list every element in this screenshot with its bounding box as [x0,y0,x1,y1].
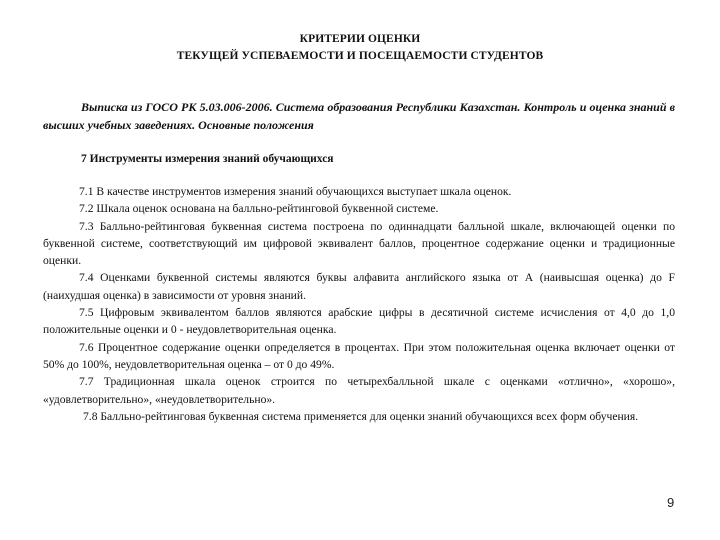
paragraph-7-4: 7.4 Оценками буквенной системы являются буквы алфавита английского языка от А (наивысшая оценка) до F (наихудшая оценка) в зависимости от уровня знаний. [43,271,675,302]
body-text [43,183,675,425]
source-excerpt: Выписка из ГОСО РК 5.03.006-2006. Система образования Республики Казахстан. Контроль и оценка знаний в высших учебных заведениях. Основные положения [43,100,675,132]
paragraph-7-5: 7.5 Цифровым эквивалентом баллов являются арабские цифры в десятичной системе исчисления от 4,0 до 1,0 положительные оценки и 0 - неудовлетворительная оценка. [43,306,675,337]
paragraph-7-7: 7.7 Традиционная шкала оценок строится по четырехбалльной шкале с оценками «отлично», «хорошо», «удовлетворительно», «неудовлетворительно». [43,375,675,406]
paragraph-7-6: 7.6 Процентное содержание оценки определяется в процентах. При этом положительная оценка включает оценки от 50% до 100%, неудовлетворительная оценка – от 0 до 49%. [43,340,675,371]
paragraph-7-1: 7.1 В качестве инструментов измерения знаний обучающихся выступает шкала оценок. [79,185,512,198]
title-line-2: ТЕКУЩЕЙ УСПЕВАЕМОСТИ И ПОСЕЩАЕМОСТИ СТУДЕНТОВ [176,50,544,62]
paragraph-7-3: 7.3 Балльно-рейтинговая буквенная система построена по одиннадцати балльной шкале, включающей оценки по буквенной системе, соответствующий им цифровой эквивалент баллов, процентное содержание оценки и традиционные оценки. [43,219,675,268]
title-line-1: КРИТЕРИИ ОЦЕНКИ [299,33,421,45]
page-title [0,31,720,65]
section-heading: 7 Инструменты измерения знаний обучающихся [81,153,334,165]
paragraph-7-2: 7.2 Шкала оценок основана на балльно-рейтинговой буквенной системе. [79,202,439,216]
paragraph-7-8: 7.8 Балльно-рейтинговая буквенная система применяется для оценки знаний обучающихся всех форм обучения. [83,409,639,423]
page-number: 9 [667,495,675,510]
